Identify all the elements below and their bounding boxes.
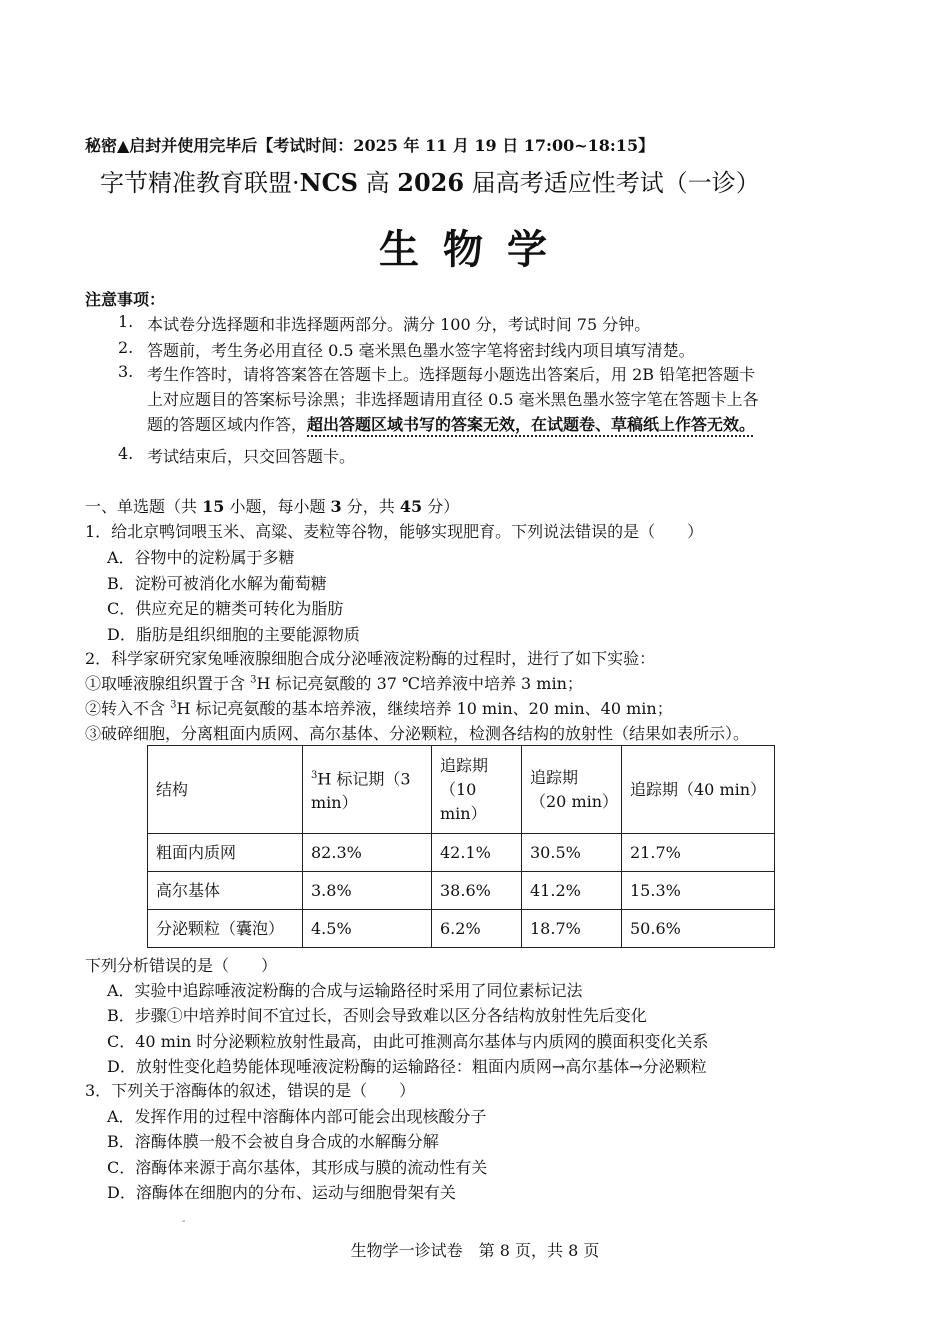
note-text: 上对应题目的答案标号涂黑；非选择题请用直径 0.5 毫米黑色墨水签字笔在答题卡上各 <box>147 390 759 409</box>
exam-title-bold: NCS <box>299 168 359 197</box>
table-cell: 42.1% <box>432 834 522 872</box>
note-number: 3. <box>118 362 134 381</box>
exam-title <box>100 163 760 198</box>
question-2-option[interactable]: B．步骤①中培养时间不宜过长，否则会导致难以区分各结构放射性先后变化 <box>107 1006 647 1025</box>
question-2-step-1 <box>85 671 583 694</box>
note-number: 2. <box>118 338 134 357</box>
section-text: 一、单选题（共 <box>85 497 203 516</box>
note-text: 考试结束后，只交回答题卡。 <box>147 447 356 466</box>
table-cell: 高尔基体 <box>148 872 303 910</box>
exam-title-part: 届高考适应性考试（一诊） <box>464 169 760 197</box>
question-3-option[interactable]: B．溶酶体膜一般不会被自身合成的水解酶分解 <box>107 1132 439 1151</box>
table-row <box>148 834 775 872</box>
question-3-stem: 3．下列关于溶酶体的叙述，错误的是（ ） <box>85 1081 416 1100</box>
question-1-option[interactable]: D．脂肪是组织细胞的主要能源物质 <box>107 625 360 644</box>
table-header-cell <box>303 746 432 834</box>
step-text: H 标记亮氨酸的基本培养液，继续培养 10 min、20 min、40 min； <box>176 699 673 718</box>
question-1-stem: 1．给北京鸭饲喂玉米、高粱、麦粒等谷物，能够实现肥育。下列说法错误的是（ ） <box>85 522 704 541</box>
note-number: 4. <box>118 444 134 463</box>
radioactivity-table <box>147 745 775 948</box>
points-each: 3 <box>330 497 342 516</box>
header-text: H 标记期（3 min） <box>311 769 411 813</box>
note-text: 本试卷分选择题和非选择题两部分。满分 100 分，考试时间 75 分钟。 <box>147 315 651 334</box>
table-cell: 6.2% <box>432 910 522 948</box>
step-text: H 标记亮氨酸的 37 ℃培养液中培养 3 min； <box>256 674 583 693</box>
page-mark: - <box>182 1216 186 1227</box>
total-points: 45 <box>399 497 423 516</box>
question-2-option[interactable]: C．40 min 时分泌颗粒放射性最高，由此可推测高尔基体与内质网的膜面积变化关系 <box>107 1032 709 1051</box>
table-cell: 21.7% <box>622 834 775 872</box>
note-text-last-line <box>147 412 755 435</box>
step-text: ①取唾液腺组织置于含 <box>85 674 251 693</box>
table-cell: 4.5% <box>303 910 432 948</box>
note-text: 考生作答时，请将答案答在答题卡上。选择题每小题选出答案后，用 2B 铅笔把答题卡 <box>147 365 756 384</box>
question-2-step-3: ③破碎细胞，分离粗面内质网、高尔基体、分泌颗粒，检测各结构的放射性（结果如表所示）。 <box>85 724 750 743</box>
table-cell: 38.6% <box>432 872 522 910</box>
table-cell: 粗面内质网 <box>148 834 303 872</box>
section-text: 分，共 <box>341 497 400 516</box>
page-footer: 生物学一诊试卷 第 8 页，共 8 页 <box>350 1241 600 1260</box>
table-cell: 分泌颗粒（囊泡） <box>148 910 303 948</box>
note-text: 题的答题区域内作答， <box>147 415 308 434</box>
note-emphasis: 超出答题区域书写的答案无效，在试题卷、草稿纸上作答无效。 <box>307 415 756 434</box>
table-cell: 82.3% <box>303 834 432 872</box>
table-row <box>148 910 775 948</box>
table-header-cell: 追踪期（20 min） <box>522 746 622 834</box>
notes-heading: 注意事项： <box>85 290 166 309</box>
table-header-cell: 追踪期（10 min） <box>432 746 522 834</box>
section-heading <box>85 494 459 517</box>
question-2-step-2 <box>85 696 673 719</box>
table-header-cell: 追踪期（40 min） <box>622 746 775 834</box>
section-text: 小题，每小题 <box>224 497 331 516</box>
question-2-option[interactable]: D．放射性变化趋势能体现唾液淀粉酶的运输路径：粗面内质网→高尔基体→分泌颗粒 <box>107 1057 707 1076</box>
question-count: 15 <box>202 497 225 516</box>
exam-title-part: 高 <box>358 169 398 197</box>
subject-title: 生物学 <box>379 226 571 273</box>
section-text: 分） <box>422 497 460 516</box>
note-text: 答题前，考生务必用直径 0.5 毫米黑色墨水签字笔将密封线内项目填写清楚。 <box>147 341 695 360</box>
question-2-option[interactable]: A．实验中追踪唾液淀粉酶的合成与运输路径时采用了同位素标记法 <box>107 981 583 1000</box>
question-1-option[interactable]: A．谷物中的淀粉属于多糖 <box>107 548 295 567</box>
table-cell: 41.2% <box>522 872 622 910</box>
question-1-option[interactable]: B．淀粉可被消化水解为葡萄糖 <box>107 574 327 593</box>
exam-title-part: 字节精准教育联盟· <box>100 169 300 197</box>
table-cell: 50.6% <box>622 910 775 948</box>
question-3-option[interactable]: D．溶酶体在细胞内的分布、运动与细胞骨架有关 <box>107 1183 456 1202</box>
question-3-option[interactable]: C．溶酶体来源于高尔基体，其形成与膜的流动性有关 <box>107 1158 488 1177</box>
table-row <box>148 872 775 910</box>
isotope-superscript: 3 <box>311 769 318 781</box>
question-3-option[interactable]: A．发挥作用的过程中溶酶体内部可能会出现核酸分子 <box>107 1107 487 1126</box>
step-text: ②转入不含 <box>85 699 171 718</box>
exam-title-bold: 2026 <box>397 168 465 197</box>
isotope-superscript: 3 <box>170 699 177 711</box>
question-2-ask: 下列分析错误的是（ ） <box>85 956 278 975</box>
table-cell: 18.7% <box>522 910 622 948</box>
table-cell: 3.8% <box>303 872 432 910</box>
isotope-superscript: 3 <box>250 674 257 686</box>
confidential-notice: 秘密▲启封并使用完毕后【考试时间：2025 年 11 月 19 日 17:00~18:15】 <box>85 136 655 155</box>
table-cell: 15.3% <box>622 872 775 910</box>
table-header-row <box>148 746 775 834</box>
question-1-option[interactable]: C．供应充足的糖类可转化为脂肪 <box>107 599 344 618</box>
question-2-stem: 2．科学家研究家兔唾液腺细胞合成分泌唾液淀粉酶的过程时，进行了如下实验： <box>85 649 656 668</box>
table-header-cell: 结构 <box>148 746 303 834</box>
table-cell: 30.5% <box>522 834 622 872</box>
note-number: 1. <box>118 312 134 331</box>
